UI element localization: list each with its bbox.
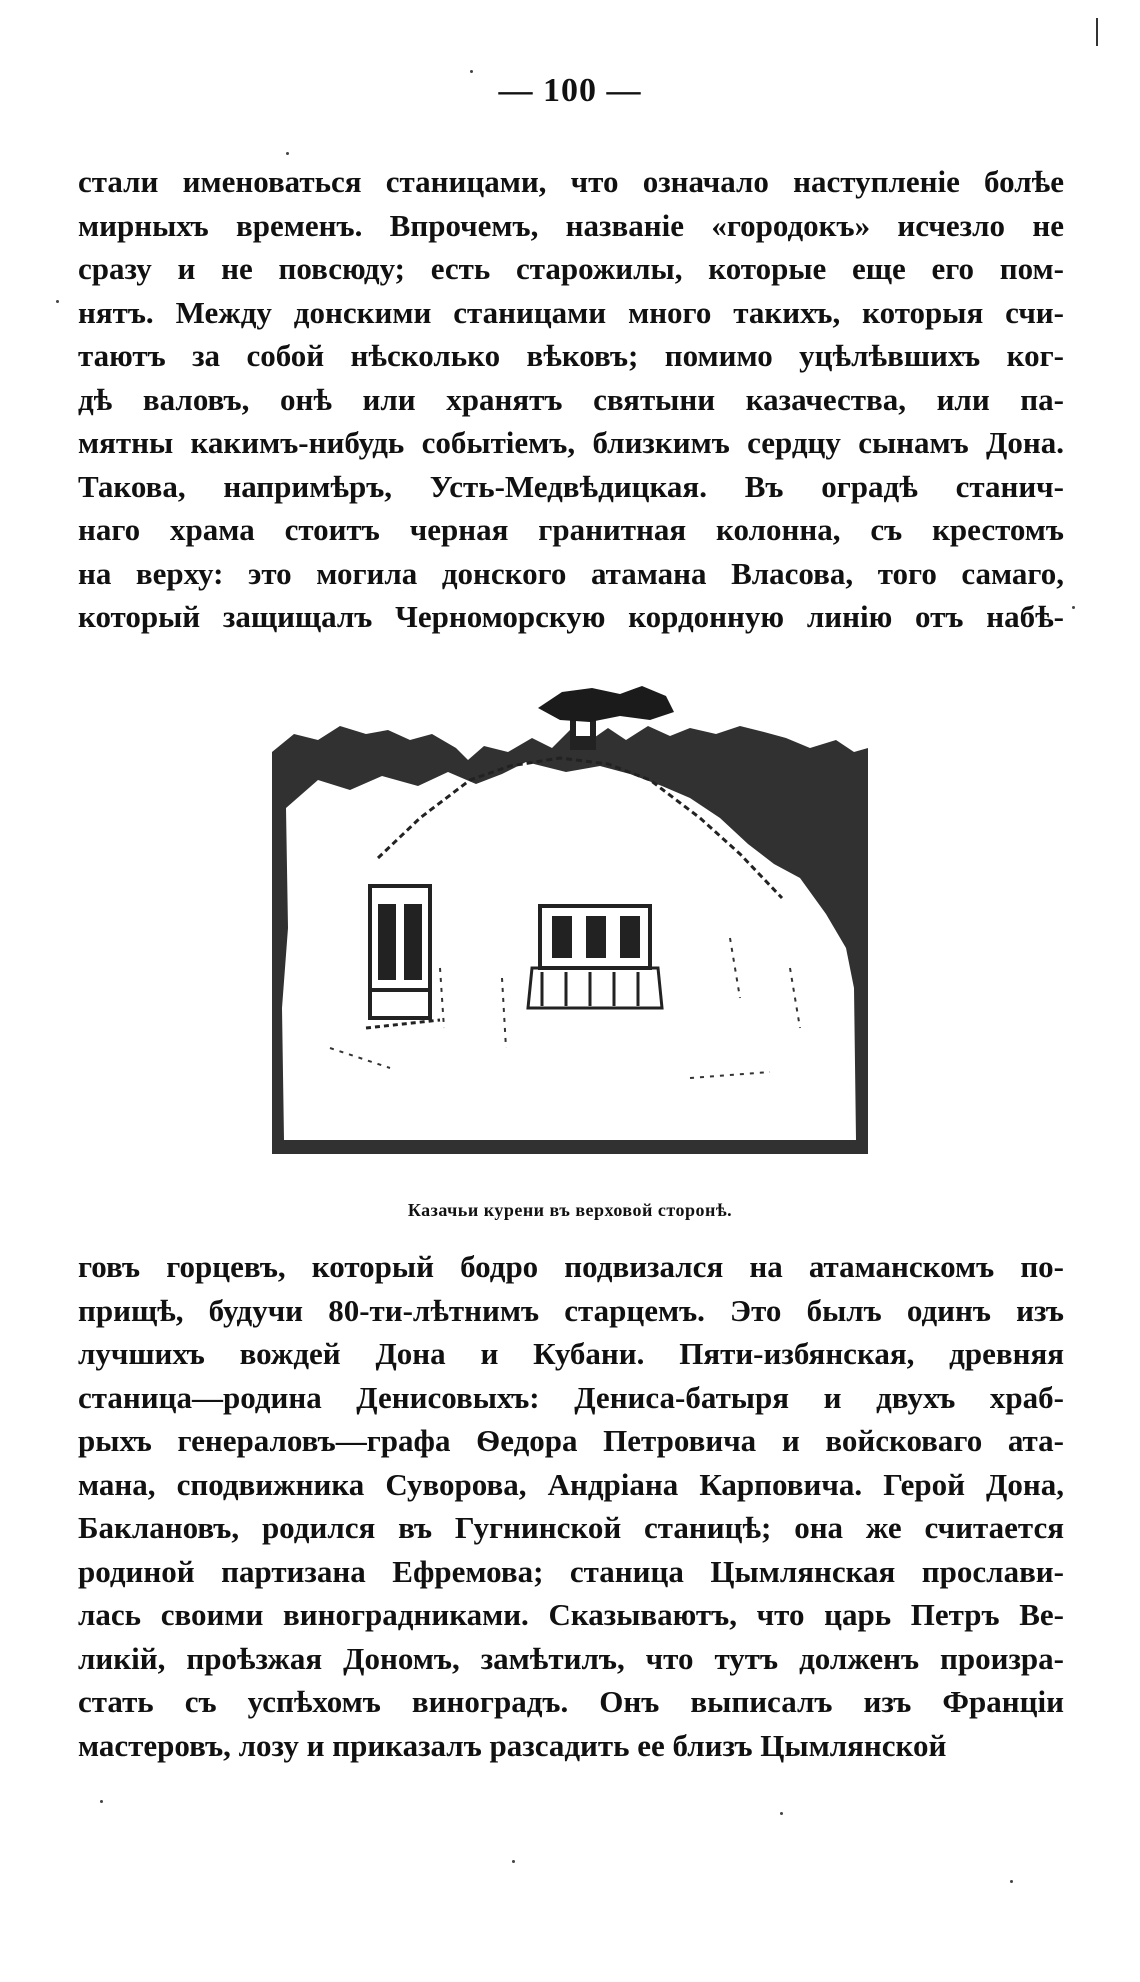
scan-edge-mark [1096,18,1098,46]
text-line: станица—родина Денисовыхъ: Дениса-батыря и двухъ храб- [78,1379,1064,1415]
text-line: мастеровъ, лозу и приказалъ разсадить ее близъ Цымлянской [78,1727,947,1763]
text-line: родиной партизана Ефремова; станица Цымлянская прослави- [78,1553,1064,1589]
text-line: нятъ. Между донскими станицами много такихъ, которыя счи- [78,294,1064,330]
scan-speck [100,1800,103,1803]
scan-speck [1010,1880,1013,1883]
text-line: таютъ за собой нѣсколько вѣковъ; помимо уцѣлѣвшихъ ког- [78,338,1064,373]
figure-caption: Казачьи курени въ верховой сторонѣ. [407,1200,733,1220]
text-line: дѣ валовъ, онѣ или хранятъ святыни казачества, или па- [78,381,1064,417]
text-line: стали именоваться станицами, что означало наступленіе болѣе [78,164,1064,199]
scan-speck [286,152,289,155]
text-line: мирныхъ временъ. Впрочемъ, названіе «городокъ» исчезло не [78,207,1064,243]
tree-silhouette [538,686,674,722]
text-line: на верху: это могила донского атамана Власова, того самаго, [78,555,1064,591]
text-line: наго храма стоитъ черная гранитная колонна, съ крестомъ [78,512,1064,547]
text-line: мана, сподвижника Суворова, Андріана Карповича. Герой Дона, [78,1466,1064,1502]
paragraph-bottom [78,1245,1064,1767]
scan-speck [512,1860,515,1863]
scan-speck [470,70,473,73]
paragraph-top [78,160,1064,639]
text-line: сразу и не повсюду; есть старожилы, которые еще его пом- [78,251,1064,286]
text-line: Такова, напримѣръ, Усть-Медвѣдицкая. Въ оградѣ станич- [78,468,1064,504]
text-line: Баклановъ, родился въ Гугнинской станицѣ; она же считается [78,1510,1064,1545]
page-number: — 100 — [498,72,642,109]
text-line: стать съ успѣхомъ виноградъ. Онъ выписалъ изъ Франціи [78,1684,1064,1719]
text-line: прищѣ, будучи 80-ти-лѣтнимъ старцемъ. Это былъ одинъ изъ [78,1292,1064,1328]
kuren-illustration [270,668,870,1154]
text-line: говъ горцевъ, который бодро подвизался на атаманскомъ по- [78,1249,1064,1284]
text-line: который защищалъ Черноморскую кордонную линію отъ набѣ- [78,599,1064,634]
text-line: лучшихъ вождей Дона и Кубани. Пяти-избянская, древняя [78,1336,1064,1371]
text-line: ликій, проѣзжая Дономъ, замѣтилъ, что тутъ долженъ произра- [78,1640,1064,1676]
scan-speck [56,300,59,303]
text-line: рыхъ генераловъ—графа Ѳедора Петровича и войсковаго ата- [78,1423,1064,1458]
text-line: мятны какимъ-нибудь событіемъ, близкимъ сердцу сынамъ Дона. [78,425,1064,460]
scan-speck [1072,606,1075,609]
scan-speck [780,1812,783,1815]
text-line: лась своими виноградниками. Сказываютъ, что царь Петръ Ве- [78,1597,1064,1632]
